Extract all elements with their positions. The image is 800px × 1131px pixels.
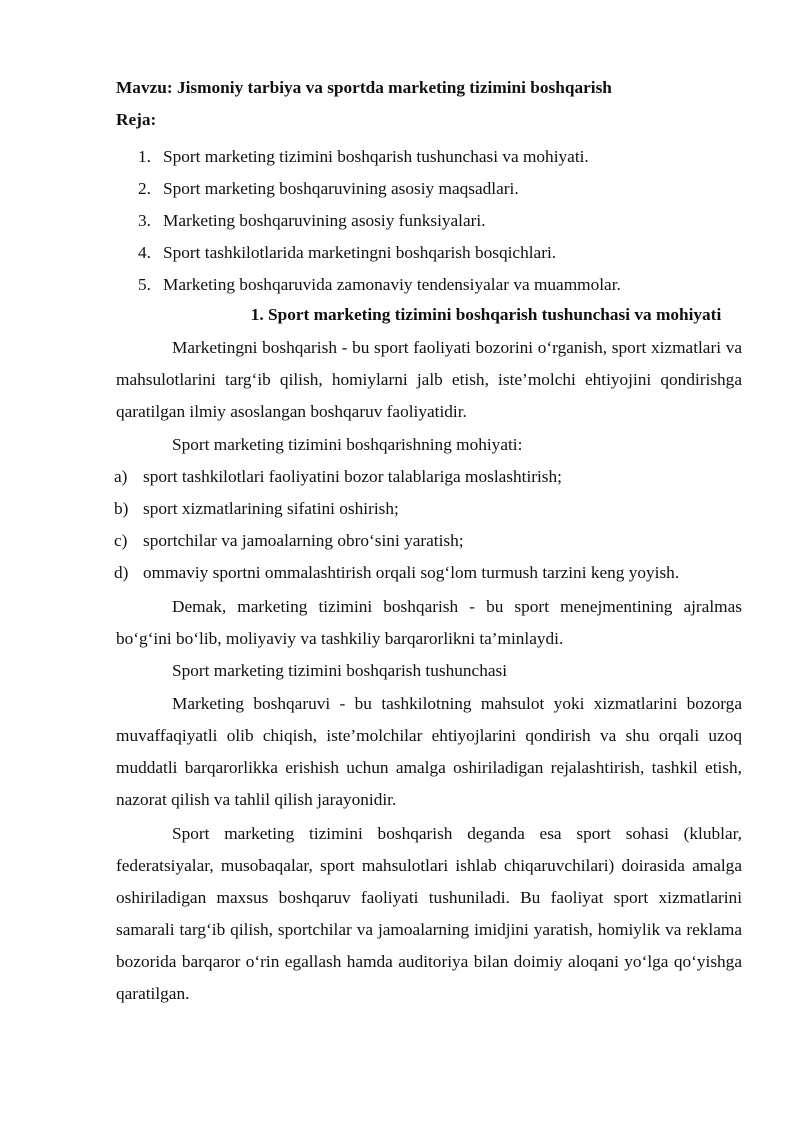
paragraph-sport-marketing: Sport marketing tizimini boshqarish deganda esa sport sohasi (klublar, federatsiyalar, musobaqalar, sport mahsulotlari ishlab chiqaruvchilari) doirasida amalga oshiriladigan maxsus boshqaruv faoliyati tushuniladi. Bu faoliyat sport xizmatlarini samarali targ‘ib qilish, sportchilar va jamoalarning imidjini yaratish, homiylik va reklama bozorida barqaror o‘rin egallash hamda auditoriya bilan doimiy aloqani yo‘lga qo‘yishga qaratilgan.	[116, 824, 742, 1003]
document-topic: Mavzu: Jismoniy tarbiya va sportda marketing tizimini boshqarish	[116, 78, 612, 97]
plan-item: 5. Marketing boshqaruvida zamonaviy tendensiyalar va muammolar.	[138, 275, 621, 294]
paragraph-conclusion: Demak, marketing tizimini boshqarish - bu sport menejmentining ajralmas bo‘g‘ini bo‘lib, moliyaviy va tashkiliy barqarorlikni ta’minlaydi.	[116, 597, 742, 648]
essence-list	[114, 461, 679, 589]
essence-intro: Sport marketing tizimini boshqarishning mohiyati:	[172, 435, 523, 454]
plan-item: 4. Sport tashkilotlarida marketingni boshqarish bosqichlari.	[138, 243, 557, 262]
paragraph-definition: Marketingni boshqarish - bu sport faoliyati bozorini o‘rganish, sport xizmatlari va mahsulotlarini targ‘ib qilish, homiylarni jalb etish, iste’molchi ehtiyojini qondirishga qaratilgan ilmiy asoslangan boshqaruv faoliyatidir.	[116, 338, 742, 421]
plan-title: Reja:	[116, 110, 157, 129]
plan-list	[138, 141, 621, 301]
section-heading: 1. Sport marketing tizimini boshqarish tushunchasi va mohiyati	[250, 305, 722, 324]
essence-item: c) sportchilar va jamoalarning obro‘sini yaratish;	[114, 531, 464, 550]
plan-item: 1. Sport marketing tizimini boshqarish tushunchasi va mohiyati.	[138, 147, 589, 166]
essence-item: b) sport xizmatlarining sifatini oshirish;	[114, 499, 399, 518]
plan-item: 2. Sport marketing boshqaruvining asosiy maqsadlari.	[138, 179, 519, 198]
essence-item: d) ommaviy sportni ommalashtirish orqali sog‘lom turmush tarzini keng yoyish.	[114, 563, 680, 582]
essence-item: a) sport tashkilotlari faoliyatini bozor talablariga moslashtirish;	[114, 467, 562, 486]
plan-item: 3. Marketing boshqaruvining asosiy funksiyalari.	[138, 211, 486, 230]
subheading: Sport marketing tizimini boshqarish tushunchasi	[172, 661, 508, 680]
paragraph-management: Marketing boshqaruvi - bu tashkilotning mahsulot yoki xizmatlarini bozorga muvaffaqiyatli olib chiqish, iste’molchilar ehtiyojlarini qondirish va shu orqali uzoq muddatli barqarorlikka erishish uchun amalga oshiriladigan rejalashtirish, tashkil etish, nazorat qilish va tahlil qilish jarayonidir.	[116, 694, 742, 809]
